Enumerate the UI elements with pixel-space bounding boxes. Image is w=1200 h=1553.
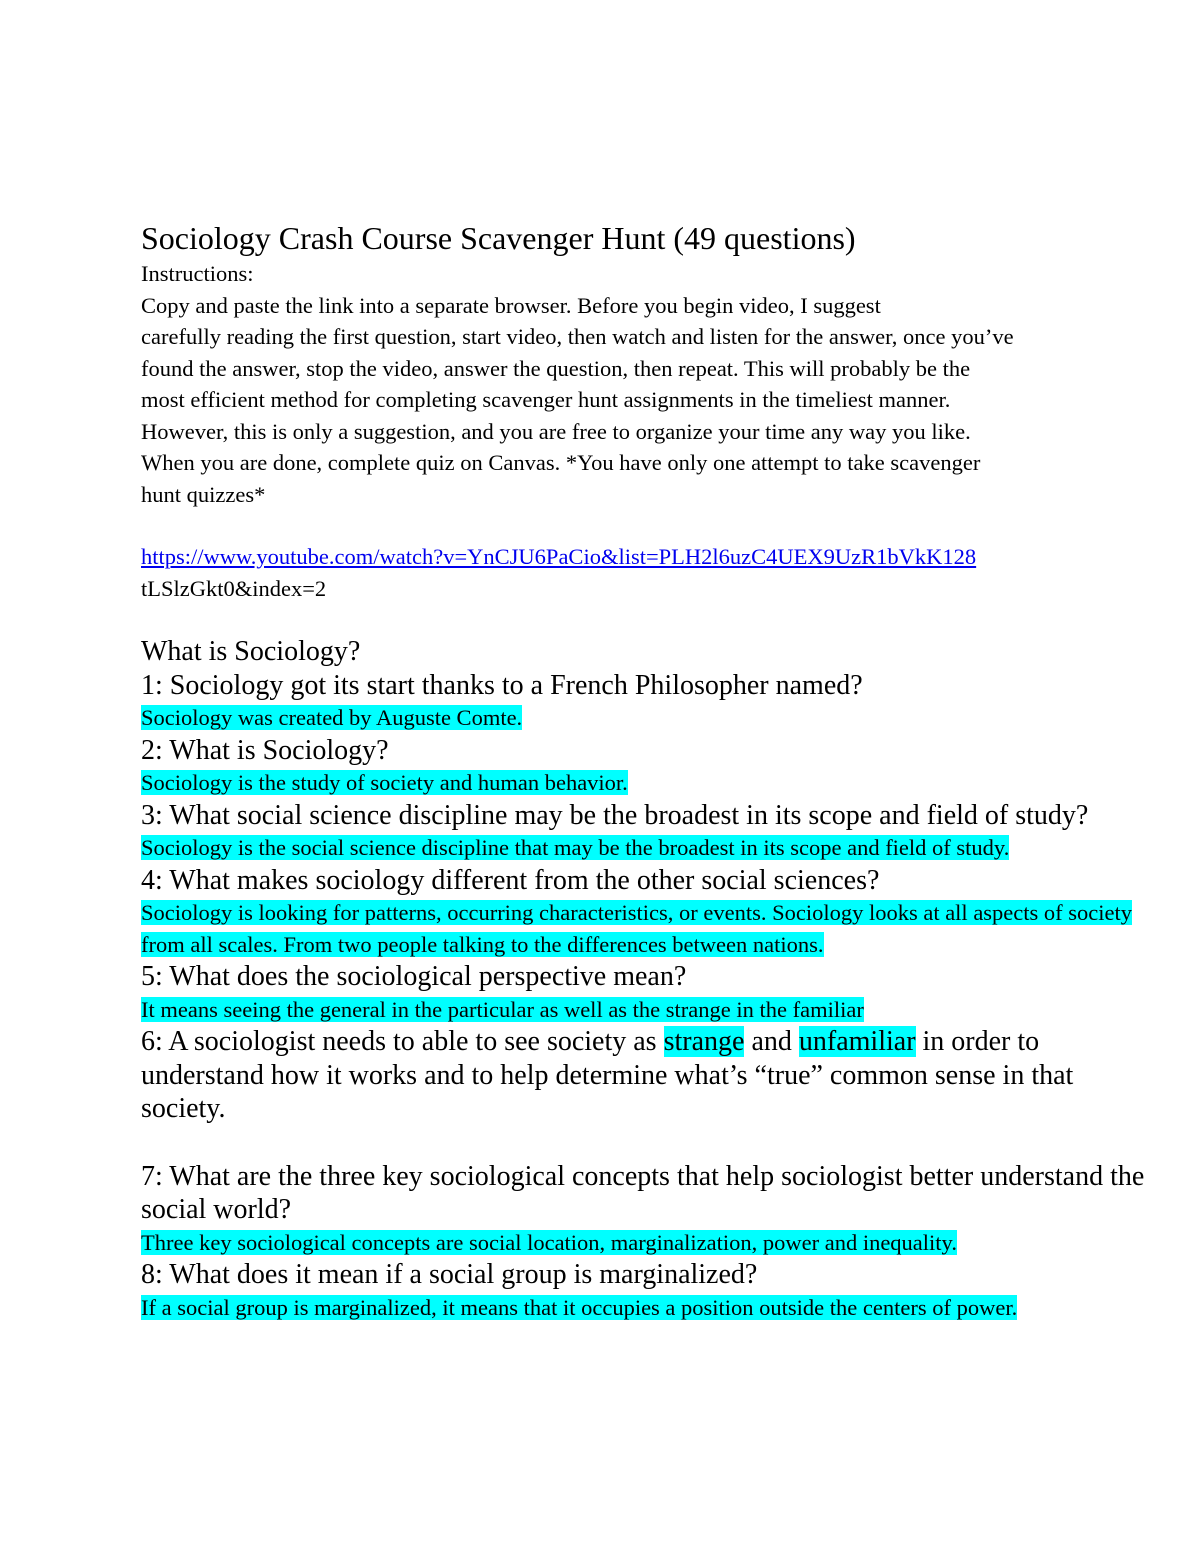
video-link-tail: tLSlzGkt0&index=2 xyxy=(141,575,327,601)
instructions-line: Copy and paste the link into a separate browser. Before you begin video, I suggest xyxy=(141,292,881,318)
question-2: 2: What is Sociology? xyxy=(141,734,389,766)
answer-4 xyxy=(141,897,1181,960)
instructions-block xyxy=(141,290,1200,511)
instructions-line: When you are done, complete quiz on Canvas. *You have only one attempt to take scavenger xyxy=(141,450,981,475)
answer-7-text: Three key sociological concepts are social location, marginalization, power and inequality. xyxy=(141,1229,957,1255)
answer-2-text: Sociology is the study of society and human behavior. xyxy=(141,770,628,795)
question-8: 8: What does it mean if a social group is marginalized? xyxy=(141,1259,758,1290)
instructions-label: Instructions: xyxy=(141,261,254,286)
question-6-part-1: 6: A sociologist needs to able to see society as xyxy=(141,1026,664,1057)
answer-7 xyxy=(141,1227,1181,1259)
question-6-part-3: in order to understand how it works and to help determine what’s “true” common sense in that society. xyxy=(141,1026,1074,1124)
video-link-line xyxy=(141,541,1200,573)
instructions-line: However, this is only a suggestion, and you are free to organize your time any way you like. xyxy=(141,418,971,444)
answer-5 xyxy=(141,994,1181,1026)
answer-1-text: Sociology was created by Auguste Comte. xyxy=(141,705,523,730)
question-7: 7: What are the three key sociological concepts that help sociologist better understand the social world? xyxy=(141,1160,1145,1225)
answer-3-text: Sociology is the social science discipline that may be the broadest in its scope and field of study. xyxy=(141,835,1010,860)
instructions-line: carefully reading the first question, start video, then watch and listen for the answer, once you’ve xyxy=(141,324,1014,349)
question-6-answer-unfamiliar: unfamiliar xyxy=(798,1026,916,1057)
answer-5-text: It means seeing the general in the particular as well as the strange in the familiar xyxy=(141,996,864,1022)
answer-8-text: If a social group is marginalized, it means that it occupies a position outside the centers of power. xyxy=(141,1294,1018,1320)
document-title: Sociology Crash Course Scavenger Hunt (49 questions) xyxy=(141,220,856,256)
question-3: 3: What social science discipline may be the broadest in its scope and field of study? xyxy=(141,799,1089,831)
answer-4-text: Sociology is looking for patterns, occurring characteristics, or events. Sociology looks at all aspects of society from all scales. From two people talking to the differences between nations. xyxy=(141,900,1133,957)
answer-1 xyxy=(141,702,1181,734)
question-5: 5: What does the sociological perspective mean? xyxy=(141,961,687,992)
video-link[interactable]: https://www.youtube.com/watch?v=YnCJU6PaCio&list=PLH2l6uzC4UEX9UzR1bVkK128 xyxy=(141,544,977,569)
document-page xyxy=(141,218,1200,1323)
instructions-line: hunt quizzes* xyxy=(141,481,266,507)
answer-8 xyxy=(141,1292,1181,1324)
instructions-line: found the answer, stop the video, answer the question, then repeat. This will probably be the xyxy=(141,355,971,381)
question-4: 4: What makes sociology different from the other social sciences? xyxy=(141,864,880,896)
answer-3 xyxy=(141,832,1181,864)
question-6 xyxy=(141,1025,1141,1126)
question-1: 1: Sociology got its start thanks to a French Philosopher named? xyxy=(141,669,863,701)
question-6-answer-strange: strange xyxy=(663,1026,745,1057)
answer-2 xyxy=(141,767,1181,799)
instructions-line: most efficient method for completing scavenger hunt assignments in the timeliest manner. xyxy=(141,387,951,412)
question-6-part-2: and xyxy=(744,1026,799,1057)
spacer xyxy=(141,1126,1200,1160)
section-heading: What is Sociology? xyxy=(141,636,361,667)
